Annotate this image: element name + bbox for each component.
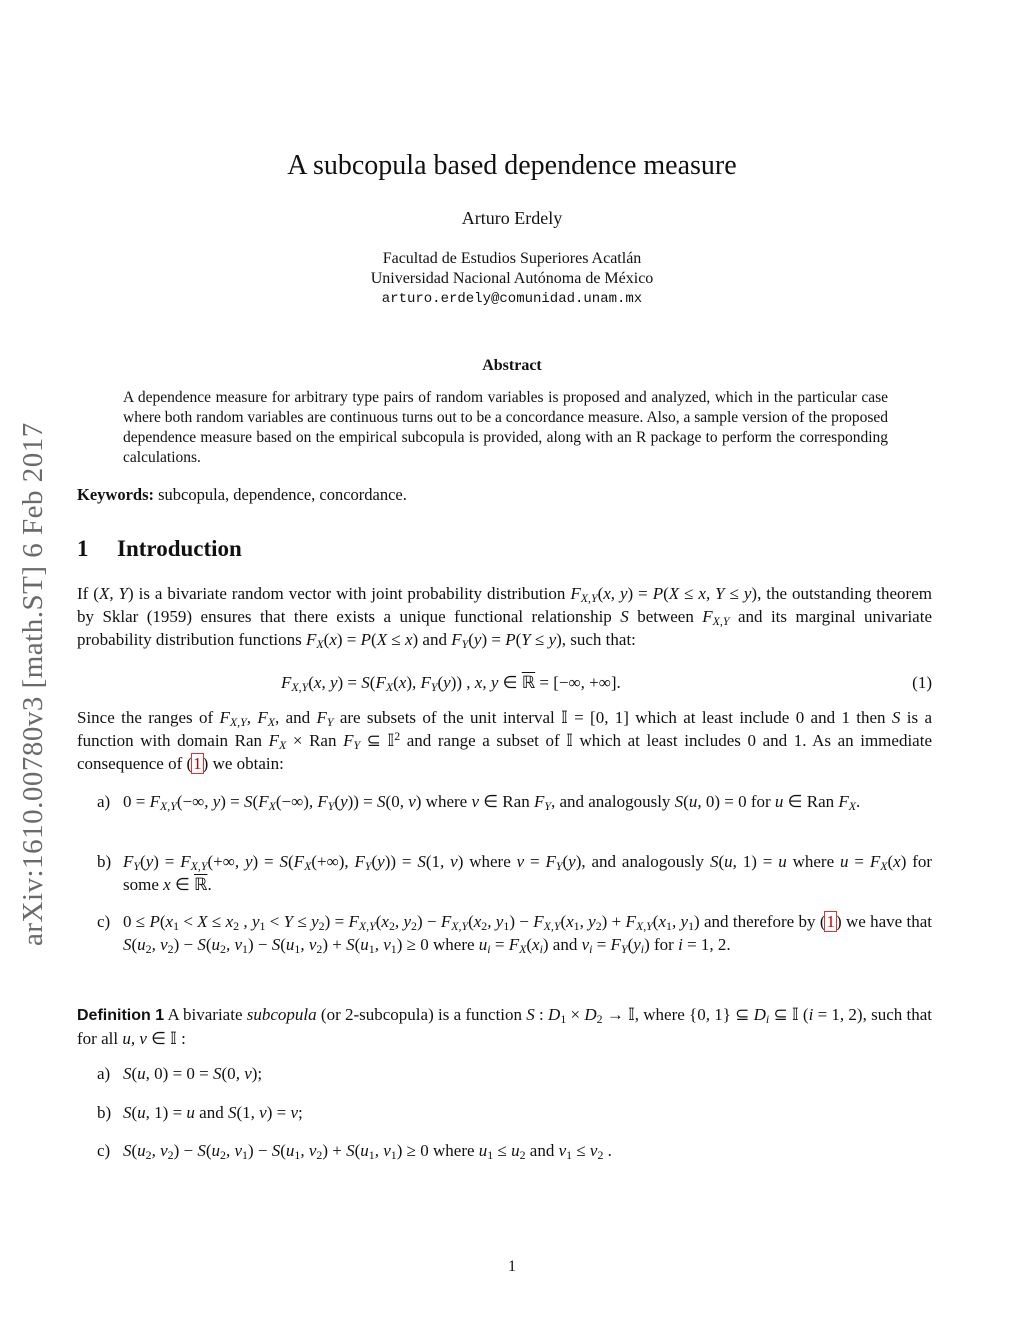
equation-ref-link[interactable]: 1 [193,754,202,773]
abstract-text: A dependence measure for arbitrary type pairs of random variables is proposed and analyzed, which in the particular case where both random variables are continuous turns out to be a concordance measure. Also, a sample version of the proposed dependence measure based on the empirical subcopula is provided, along with an R package to perform the corresponding calculations. [123,389,888,466]
section-title: Introduction [117,536,242,561]
consequence-item-c: c) $0 \le P(x_1 < X \le x_2$ , $y_1 < Y \le y_2) = F_{X,Y}(x_2$, $y_2) - F_{X,Y}(x_2$, $y_1) - F_{X,Y}(x_1$, $y_2) + F_{X,Y}(x_1$, $y_1$) and therefore by (1) we have that $S(u_2$, $v_2) - S(u_2$, $v_1) - S(u_1$, $v_2) + S(u_1$, $v_1) \ge 0$ where $u_i = F_X(x_i)$ and $v_i = F_Y(y_i)$ for i = 1, 2. [97,912,932,956]
equation-1-number: (1) [912,673,932,692]
consequence-item-b: b) $F_Y(y) = F_{X,Y}(+\infty$, $y) = S(F_X(+\infty)$, $F_Y(y)) = S(1$, v) where $v = F_Y(y)$, and analogously S(u, 1) = u where $u = F_X(x)$ for some x ∈ ℝ. [97,852,933,894]
definition-item-a: a) S(u, 0) = 0 = S(0, v); [97,1064,263,1083]
keywords-text: subcopula, dependence, concordance. [158,485,407,504]
section-heading [77,536,242,562]
consequence-item-a: a) $0 = F_{X,Y}(-\infty$, $y) = S(F_X(-\infty)$, $F_Y(y)) = S(0$, v) where v ∈ Ran $F_Y$, and analogously S(u, 0) = 0 for u ∈ Ran $F_X$. [97,792,861,813]
intro-paragraph-2: Since the ranges of $F_{X,Y}$, $F_X$, and $F_Y$ are subsets of the unit interval 𝕀 = [0, 1] which at least include 0 and 1 then S is a function with domain Ran $F_X$ × Ran $F_Y$ ⊆ 𝕀$^2$ and range a subset of 𝕀 which at least includes 0 and 1. As an immediate consequence of (1) we obtain: [77,708,933,773]
keywords-line [77,485,407,505]
author-name: Arturo Erdely [461,208,563,228]
definition-term: subcopula [246,1005,317,1024]
arxiv-identifier[interactable]: arXiv:1610.00780v3 [math.ST] 6 Feb 2017 [17,422,49,946]
affiliation-faculty: Facultad de Estudios Superiores Acatlán [382,250,642,267]
page-number: 1 [508,1258,516,1275]
section-number: 1 [77,536,89,561]
intro-paragraph-1: If (X, Y) is a bivariate random vector with joint probability distribution $F_{X,Y}(x$, y) = P(X ≤ x, Y ≤ y), the outstanding theorem by Sklar (1959) ensures that there exists a unique functional relationship S between $F_{X,Y}$ and its marginal univariate probability distribution functions $F_X(x) = P(X \le x)$ and $F_Y(y) = P(Y \le y)$, such that: [77,584,932,651]
abstract-heading: Abstract [482,357,542,374]
definition-label: Definition 1 [77,1007,165,1024]
item-label: c) [97,912,111,931]
definition-item-c: c) $S(u_2$, $v_2) - S(u_2$, $v_1) - S(u_1$, $v_2) + S(u_1$, $v_1) \ge 0$ where $u_1 \le u_2$ and $v_1 \le v_2$ . [97,1141,612,1162]
equation-ref-link[interactable]: 1 [826,912,835,931]
author-email[interactable]: arturo.erdely@comunidad.unam.mx [381,291,643,307]
definition-1: Definition 1 A bivariate subcopula (or 2-subcopula) is a function S : $D_1 \times D_2$ → 𝕀, where {0, 1} ⊆ $D_i$ ⊆ 𝕀 (i = 1, 2), such that for all u, v ∈ 𝕀 : [77,1005,932,1048]
equation-1 [77,673,932,697]
definition-item-b: b) S(u, 1) = u and S(1, v) = v; [97,1103,303,1122]
affiliation-university: Universidad Nacional Autónoma de México [370,270,654,287]
item-label: b) [97,852,112,871]
item-label: b) [97,1103,112,1122]
item-label: c) [97,1141,111,1160]
item-label: a) [97,792,111,811]
paper-title: A subcopula based dependence measure [287,150,737,181]
item-label: a) [97,1064,111,1083]
keywords-label: Keywords: [77,485,154,504]
equation-1-body: $F_{X,Y}(x$, $y) = S(F_X(x)$, $F_Y(y)$) , x, y ∈ ℝ = [−∞, +∞]. [281,673,621,694]
affiliation-block [0,249,1024,309]
